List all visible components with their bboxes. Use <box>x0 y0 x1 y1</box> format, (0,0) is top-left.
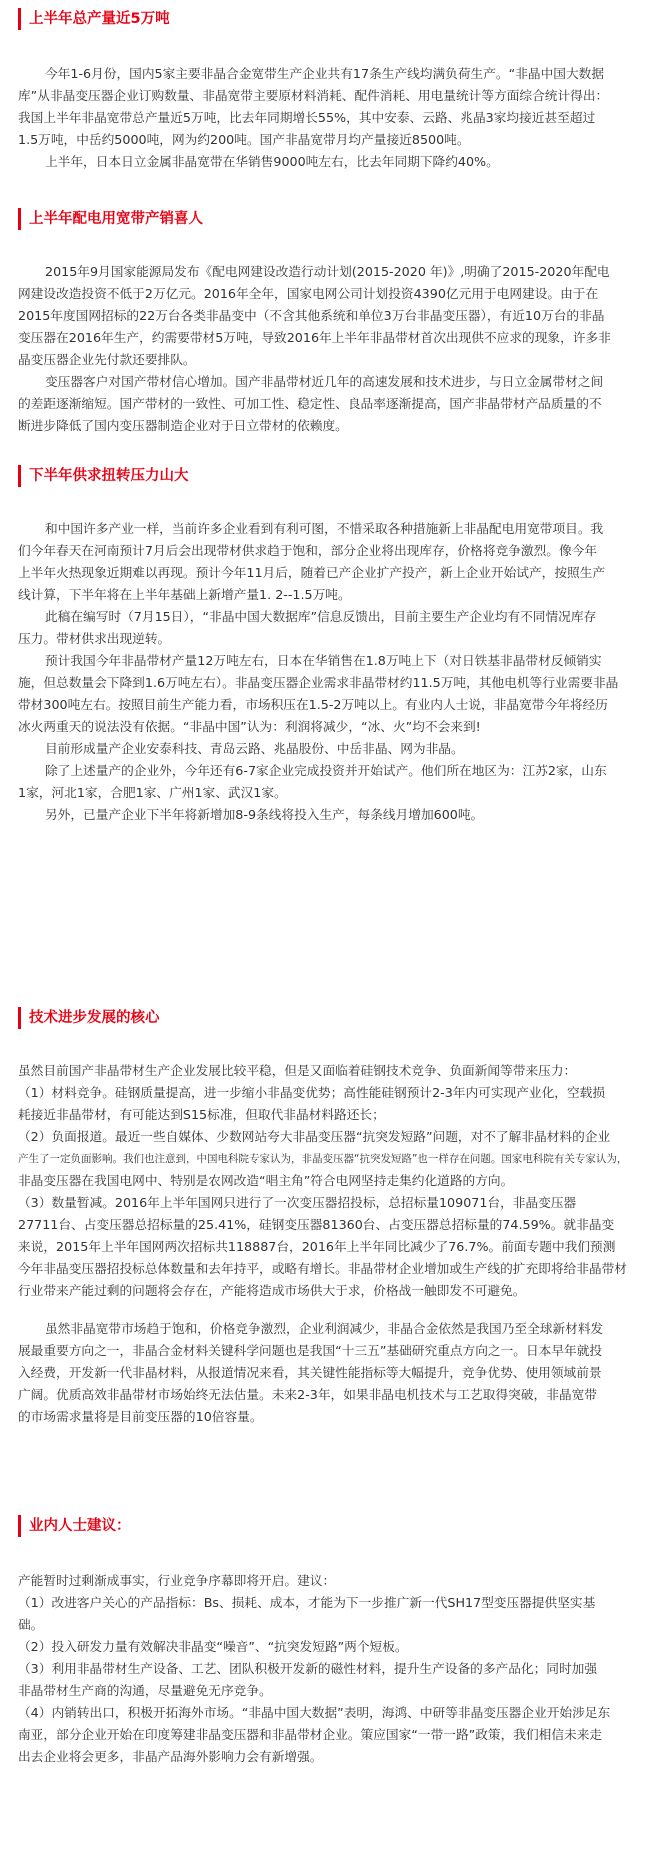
text-line: 另外，已量产企业下半年将新增加8-9条线将投入生产，每条线月增加600吨。 <box>45 807 484 822</box>
text-line: 上半年火热现象近期难以再现。预计今年11月后，随着已产企业扩产投产，新上企业开始试产，按照生产 <box>18 565 606 580</box>
section-heading: 技术进步发展的核心 <box>18 1007 160 1029</box>
paragraph <box>18 371 632 437</box>
text-line: 广阔。优质高效非晶带材市场始终无法估量。未来2-3年，如果非晶电机技术与工艺取得突破，非晶宽带 <box>18 1387 597 1402</box>
text-line: 行业带来产能过剩的问题将会存在，产能将造成市场供大于求，价格战一触即发不可避免。 <box>18 1283 526 1298</box>
text-line: 今年非晶变压器招投标总体数量和去年持平，或略有增长。非晶带材企业增加或生产线的扩充即将给非晶带材 <box>18 1261 627 1276</box>
text-line: 耗接近非晶带材，有可能达到S15标准，但取代非晶材料路还长； <box>18 1107 385 1122</box>
text-line: 网建设改造投资不低于2万亿元。2016年全年，国家电网公司计划投资4390亿元用于电网建设。由于在 <box>18 286 599 301</box>
paragraph <box>18 1636 632 1658</box>
paragraph <box>18 1658 632 1702</box>
text-line: 的差距逐渐缩短。国产带材的一致性、可加工性、稳定性、良品率逐渐提高，国产非晶带材产品质量的不 <box>18 396 602 411</box>
text-line: 晶变压器企业先付款还要排队。 <box>18 352 196 367</box>
text-line: 目前形成量产企业安泰科技、青岛云路、兆晶股份、中岳非晶、网为非晶。 <box>45 741 464 756</box>
text-line: 入经费，开发新一代非晶材料，从报道情况来看，其关键性能指标等大幅提升，竞争优势、使用领域前景 <box>18 1365 602 1380</box>
text-line: （3）数量暂减。2016年上半年国网只进行了一次变压器招投标，总招标量109071台，非晶变压器 <box>18 1195 577 1210</box>
text-line: 出去企业将会更多，非晶产品海外影响力会有新增强。 <box>18 1749 323 1764</box>
text-line: 预计我国今年非晶带材产量12万吨左右，日本在华销售在1.8万吨上下（对日铁基非晶带材反倾销实 <box>45 653 602 668</box>
text-line: 带材300吨左右。按照目前生产能力看，市场积压在1.5-2万吨以上。有业内人士说，非晶宽带今年将经历 <box>18 697 608 712</box>
text-line: （1）材料竞争。硅钢质量提高，进一步缩小非晶变优势；高性能硅钢预计2-3年内可实现产业化，空载损 <box>18 1085 606 1100</box>
text-line: 2015年9月国家能源局发布《配电网建设改造行动计划(2015-2020 年)》,明确了2015-2020年配电 <box>45 264 610 279</box>
text-line: 我国上半年非晶宽带总产量近5万吨，比去年同期增长55%，其中安泰、云路、兆晶3家均接近甚至超过 <box>18 110 596 125</box>
paragraph <box>18 1318 632 1428</box>
text-line: 变压器在2016年生产，约需要带材5万吨，导致2016年上半年非晶带材首次出现供不应求的现象，许多非 <box>18 330 611 345</box>
text-line: 们今年春天在河南预计7月后会出现带材供求趋于饱和，部分企业将出现库存，价格将竞争激烈。像今年 <box>18 543 598 558</box>
text-line: 27711台、占变压器总招标量的25.41%，硅钢变压器81360台、占变压器总招标量的74.59%。就非晶变 <box>18 1217 615 1232</box>
paragraph <box>18 1126 632 1192</box>
text-line: 虽然目前国产非晶带材生产企业发展比较平稳，但是又面临着硅钢技术竞争、负面新闻等带来压力： <box>18 1063 577 1078</box>
paragraph <box>18 738 632 760</box>
paragraph <box>18 63 632 151</box>
text-line: 冰火两重天的说法没有依据。“非晶中国”认为：利润将减少，“冰、火”均不会来到! <box>18 719 481 734</box>
text-line: 产能暂时过剩渐成事实，行业竞争序幕即将开启。建议： <box>18 1573 336 1588</box>
text-line: （2）负面报道。最近一些自媒体、少数网站夸大非晶变压器“抗突发短路”问题，对不了解非晶材料的企业 <box>18 1129 611 1144</box>
text-line: 非晶变压器在我国电网中、特别是农网改造“唱主角”符合电网坚持走集约化道路的方向。 <box>18 1173 514 1188</box>
text-line: 施，但总数量会下降到1.6万吨左右）。非晶变压器企业需求非晶带材约11.5万吨，其他电机等行业需要非晶 <box>18 675 619 690</box>
paragraph <box>18 1082 632 1126</box>
section-heading: 下半年供求扭转压力山大 <box>18 465 189 487</box>
text-line: 此稿在编写时（7月15日），“非晶中国大数据库”信息反馈出，目前主要生产企业均有不同情况库存 <box>45 609 597 624</box>
text-line: 线计算，下半年将在上半年基础上新增产量1. 2--1.5万吨。 <box>18 587 351 602</box>
text-line: 断进步降低了国内变压器制造企业对于日立带材的依赖度。 <box>18 418 348 433</box>
text-line: 非晶带材生产商的沟通，尽量避免无序竞争。 <box>18 1683 272 1698</box>
text-line: （1）改进客户关心的产品指标：Bs、损耗、成本，才能为下一步推广新一代SH17型变压器提供坚实基 <box>18 1595 596 1610</box>
paragraph <box>18 1192 632 1302</box>
paragraph <box>18 650 632 738</box>
text-line: 南亚，部分企业开始在印度筹建非晶变压器和非晶带材企业。策应国家“一带一路”政策，我们相信未来走 <box>18 1727 603 1742</box>
section-heading: 上半年配电用宽带产销喜人 <box>18 208 203 230</box>
text-line: 除了上述量产的企业外，今年还有6-7家企业完成投资并开始试产。他们所在地区为：江苏2家，山东 <box>45 763 607 778</box>
paragraph <box>18 1592 632 1636</box>
text-line: 1.5万吨，中岳约5000吨，网为约200吨。国产非晶宽带月均产量接近8500吨。 <box>18 132 470 147</box>
text-line: 变压器客户对国产带材信心增加。国产非晶带材近几年的高速发展和技术进步，与日立金属带材之间 <box>45 374 604 389</box>
text-line: 的市场需求量将是目前变压器的10倍容量。 <box>18 1409 263 1424</box>
text-line: 1家，河北1家，合肥1家、广州1家、武汉1家。 <box>18 785 287 800</box>
text-line: 展最重要方向之一，非晶合金材料关键科学问题也是我国“十三五”基础研究重点方向之一。日本早年就投 <box>18 1343 603 1358</box>
section-heading: 业内人士建议： <box>18 1515 131 1537</box>
paragraph <box>18 1570 632 1592</box>
section-heading: 上半年总产量近5万吨 <box>18 8 170 30</box>
text-line: 来说，2015年上半年国网两次招标共118887台，2016年上半年同比减少了76.7%。前面专题中我们预测 <box>18 1239 616 1254</box>
text-line: 上半年，日本日立金属非晶宽带在华销售9000吨左右，比去年同期下降约40%。 <box>45 154 499 169</box>
paragraph <box>18 804 632 826</box>
text-line: （4）内销转出口，积极开拓海外市场。“非晶中国大数据”表明，海鸿、中研等非晶变压器企业开始涉足东 <box>18 1705 611 1720</box>
paragraph <box>18 1702 632 1768</box>
text-line: （3）利用非晶带材生产设备、工艺、团队积极开发新的磁性材料，提升生产设备的多产品化；同时加强 <box>18 1661 598 1676</box>
text-line: 库”从非晶变压器企业订购数量、非晶宽带主要原材料消耗、配件消耗、用电量统计等方面综合统计得出： <box>18 88 609 103</box>
paragraph <box>18 261 632 371</box>
text-line: 今年1-6月份，国内5家主要非晶合金宽带生产企业共有17条生产线均满负荷生产。“非晶中国大数据 <box>45 66 605 81</box>
paragraph <box>18 760 632 804</box>
text-line: 础。 <box>18 1617 44 1632</box>
text-line: 产生了一定负面影响。我们也注意到，中国电科院专家认为，非晶变压器“抗突发短路”也一样存在问题。国家电科院有关专家认为， <box>18 1153 628 1165</box>
text-line: 压力。带材供求出现逆转。 <box>18 631 171 646</box>
text-line: 2015年度国网招标的22万台各类非晶变中（不含其他系统和单位3万台非晶变压器），有近10万台的非晶 <box>18 308 605 323</box>
paragraph <box>18 606 632 650</box>
text-line: 虽然非晶宽带市场趋于饱和，价格竞争激烈，企业利润减少，非晶合金依然是我国乃至全球新材料发 <box>45 1321 604 1336</box>
paragraph <box>18 1060 632 1082</box>
paragraph <box>18 151 632 173</box>
paragraph <box>18 518 632 606</box>
text-line: 和中国许多产业一样，当前许多企业看到有利可图，不惜采取各种措施新上非晶配电用宽带项目。我 <box>45 521 604 536</box>
text-line: （2）投入研发力量有效解决非晶变“噪音”、“抗突发短路”两个短板。 <box>18 1639 408 1654</box>
